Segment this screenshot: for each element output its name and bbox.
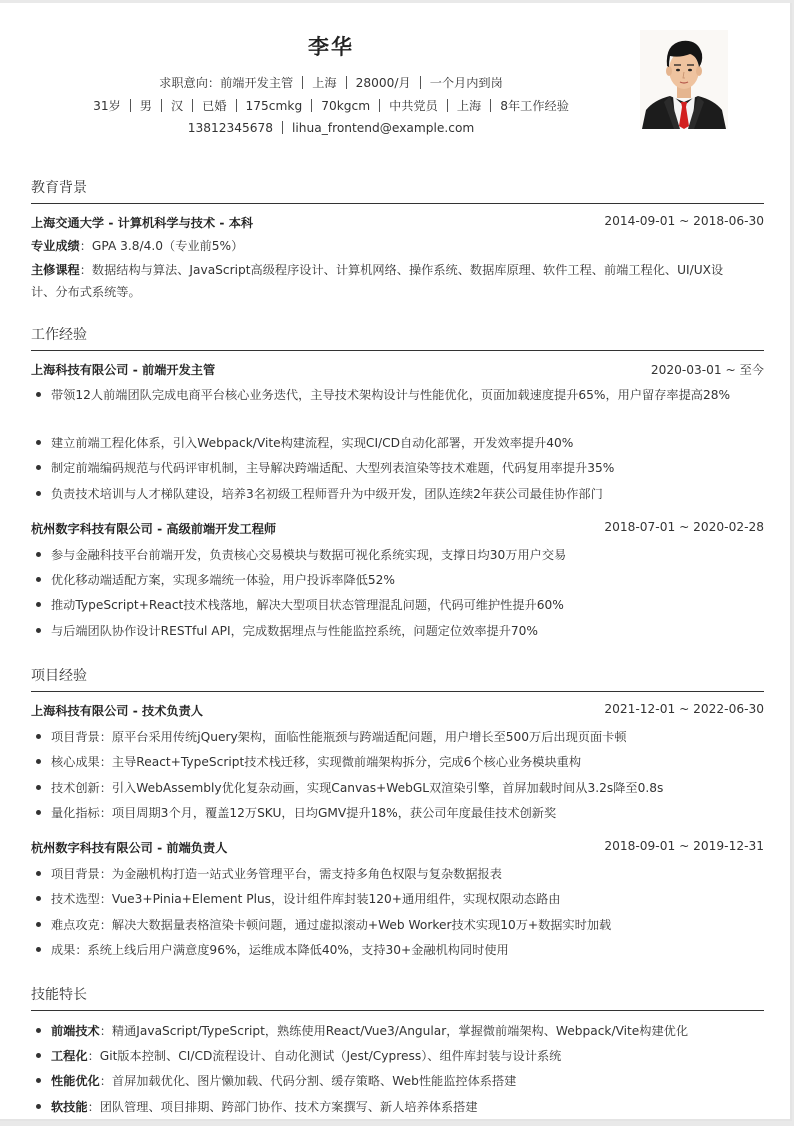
resume-page: 李华 求职意向：前端开发主管 上海 28000/月 一个月内到岗 31岁 男 汉 已婚 175cmkg 70kgcm 中共党员 上海 8年工作经验 13812345678 lihua_frontend@example.com 教育背景 上海交通大学 - 计算机科学与技术 - 本科 2014-09-01 ~ 2018-06-30 专业成绩：GPA 3.8/4.0（专业前5%） 主修课程：数据结构与算法、JavaScript高级程序设计、计算机网络、操作系统、数据库原理、软件工程、前端工程化、UI/UX设 计、分布式系统等。 工作经验 上海科技有限公司 - 前端开发主管 2020-03-01 ~ 至今 带领12人前端团队完成电商平台核心业务迭代，主导技术架构设计与性能优化，页面加载速度提升65%，用户留存率提高28% 建立前端工程化体系，引入Webpack/Vite构建流程，实现CI/CD自动化部署，开发效率提升40% 制定前端编码规范与代码评审机制，主导解决跨端适配、大型列表渲染等技术难题，代码复用率提升35% 负责技术培训与人才梯队建设，培养3名初级工程师晋升为中级开发，团队连续2年获公司最佳协作部门 杭州数字科技有限公司 - 高级前端开发工程师 2018-07-01 ~ 2020-02-28 参与金融科技平台前端开发，负责核心交易模块与数据可视化系统实现，支撑日均30万用户交易 优化移动端适配方案，实现多端统一体验，用户投诉率降低52% 推动TypeScript+React技术栈落地，解决大型项目状态管理混乱问题，代码可维护性提升60% 与后端团队协作设计RESTful API，完成数据埋点与性能监控系统，问题定位效率提升70% 项目经验 上海科技有限公司 - 技术负责人 2021-12-01 ~ 2022-06-30 项目背景：原平台采用传统jQuery架构，面临性能瓶颈与跨端适配问题，用户增长至500万后出现页面卡顿 核心成果：主导React+TypeScript技术栈迁移，实现微前端架构拆分，完成6个核心业务模块重构 技术创新：引入WebAssembly优化复杂动画，实现Canvas+WebGL双渲染引擎，首屏加载时间从3.2s降至0.8s 量化指标：项目周期3个月，覆盖12万SKU，日均GMV提升18%，获公司年度最佳技术创新奖 杭州数字科技有限公司 - 前端负责人 2018-09-01 ~ 2019-12-31 项目背景：为金融机构打造一站式业务管理平台，需支持多角色权限与复杂数据报表 技术选型：Vue3+Pinia+Element Plus，设计组件库封装120+通用组件，实现权限动态路由 难点攻克：解决大数据量表格渲染卡顿问题，通过虚拟滚动+Web Worker技术实现10万+数据实时加载 成果：系统上线后用户满意度96%，运维成本降低40%，支持30+金融机构同时使用 技能特长 前端技术：精通JavaScript/TypeScript，熟练使用React/Vue3/Angular，掌握微前端架构、Webpack/Vite构建优化 工程化：Git版本控制、CI/CD流程设计、自动化测试（Jest/Cypress）、组件库封装与设计系统 性能优化：首屏加载优化、图片懒加载、代码分割、缓存策略、Web性能监控体系搭建 软技能：团队管理、项目排期、跨部门协作、技术方案撰写、新人培养体系搭建 (0, 3, 792, 1121)
job-intention: 求职意向：前端开发主管 (159, 76, 294, 90)
separator (192, 99, 193, 112)
skill-text: ：首屏加载优化、图片懒加载、代码分割、缓存策略、Web性能监控体系搭建 (99, 1074, 517, 1088)
section-title-projects: 项目经验 (31, 665, 764, 692)
bullet-icon (36, 810, 41, 815)
bullet-icon (36, 491, 41, 496)
bullet-icon (36, 628, 41, 633)
bullet-icon (36, 577, 41, 582)
age: 31岁 (93, 99, 121, 113)
work-date: 2020-03-01 ~ 至今 (650, 363, 764, 377)
project-date: 2021-12-01 ~ 2022-06-30 (604, 702, 764, 716)
bullet-icon (36, 1028, 41, 1033)
separator (379, 99, 380, 112)
separator (302, 76, 303, 89)
candidate-name: 李华 (308, 35, 354, 59)
personal-info-line (0, 97, 662, 114)
separator (161, 99, 162, 112)
avatar-illustration-icon (640, 30, 728, 129)
expected-salary: 28000/月 (355, 76, 411, 90)
courses-value: ：数据结构与算法、JavaScript高级程序设计、计算机网络、操作系统、数据库原理、软件工程、前端工程化、UI/UX设 (79, 263, 724, 277)
political-status: 中共党员 (389, 99, 438, 113)
skill-label: 软技能 (51, 1100, 88, 1114)
education-entry-header (31, 214, 764, 231)
profile-photo (640, 30, 728, 129)
current-city: 上海 (456, 99, 482, 113)
contact-line (0, 121, 662, 135)
gender: 男 (139, 99, 152, 113)
resume-header (0, 3, 790, 153)
bullet-icon (36, 440, 41, 445)
skill-text: ：团队管理、项目排期、跨部门协作、技术方案撰写、新人培养体系搭建 (87, 1100, 478, 1114)
height: 175cmkg (245, 99, 303, 113)
bullet-icon (36, 871, 41, 876)
job-intention-line (0, 74, 662, 91)
education-courses-cont: 计、分布式系统等。 (31, 285, 141, 299)
gpa-label: 专业成绩 (31, 239, 80, 253)
bullet-icon (36, 465, 41, 470)
skill-label: 前端技术 (51, 1024, 100, 1038)
courses-label: 主修课程 (31, 263, 80, 277)
bullet-icon (36, 947, 41, 952)
project-entry-header (31, 839, 764, 856)
skill-label: 工程化 (51, 1049, 88, 1063)
phone-number[interactable]: 13812345678 (187, 121, 273, 135)
section-title-work: 工作经验 (31, 324, 764, 351)
bullet-icon (36, 1053, 41, 1058)
separator (282, 121, 283, 134)
education-date: 2014-09-01 ~ 2018-06-30 (604, 214, 764, 228)
skill-text: ：精通JavaScript/TypeScript，熟练使用React/Vue3/Angular，掌握微前端架构、Webpack/Vite构建优化 (99, 1024, 689, 1038)
work-heading: 杭州数字科技有限公司 - 高级前端开发工程师 (31, 522, 277, 536)
skill-label: 性能优化 (51, 1074, 100, 1088)
work-date: 2018-07-01 ~ 2020-02-28 (604, 520, 764, 534)
education-courses (31, 259, 764, 281)
project-date: 2018-09-01 ~ 2019-12-31 (604, 839, 764, 853)
weight: 70kgcm (321, 99, 371, 113)
separator (346, 76, 347, 89)
email-address[interactable]: lihua_frontend@example.com (292, 121, 475, 135)
project-heading: 上海科技有限公司 - 技术负责人 (31, 704, 203, 718)
separator (420, 76, 421, 89)
bullet-icon (36, 1078, 41, 1083)
bullet-icon (36, 922, 41, 927)
bullet-icon (36, 759, 41, 764)
separator (130, 99, 131, 112)
bullet-icon (36, 734, 41, 739)
education-heading: 上海交通大学 - 计算机科学与技术 - 本科 (31, 216, 254, 230)
work-heading: 上海科技有限公司 - 前端开发主管 (31, 363, 216, 377)
section-title-skills: 技能特长 (31, 984, 764, 1011)
ethnicity: 汉 (170, 99, 184, 113)
gpa-value: ：GPA 3.8/4.0（专业前5%） (79, 239, 244, 253)
separator (490, 99, 491, 112)
bullet-icon (36, 552, 41, 557)
separator (311, 99, 312, 112)
years-experience: 8年工作经验 (500, 99, 569, 113)
separator (236, 99, 237, 112)
work-entry-header (31, 520, 764, 537)
education-gpa (31, 235, 764, 257)
intended-city: 上海 (312, 76, 337, 90)
section-title-education: 教育背景 (31, 177, 764, 204)
bullet-icon (36, 392, 41, 397)
bullet-icon (36, 785, 41, 790)
project-entry-header (31, 702, 764, 719)
project-heading: 杭州数字科技有限公司 - 前端负责人 (31, 841, 228, 855)
bullet-icon (36, 1104, 41, 1109)
availability: 一个月内到岗 (429, 76, 503, 90)
work-entry-header (31, 361, 764, 378)
bullet-icon (36, 602, 41, 607)
marital-status: 已婚 (202, 99, 227, 113)
bullet-icon (36, 896, 41, 901)
skill-text: ：Git版本控制、CI/CD流程设计、自动化测试（Jest/Cypress）、组件库封装与设计系统 (87, 1049, 562, 1063)
separator (447, 99, 448, 112)
